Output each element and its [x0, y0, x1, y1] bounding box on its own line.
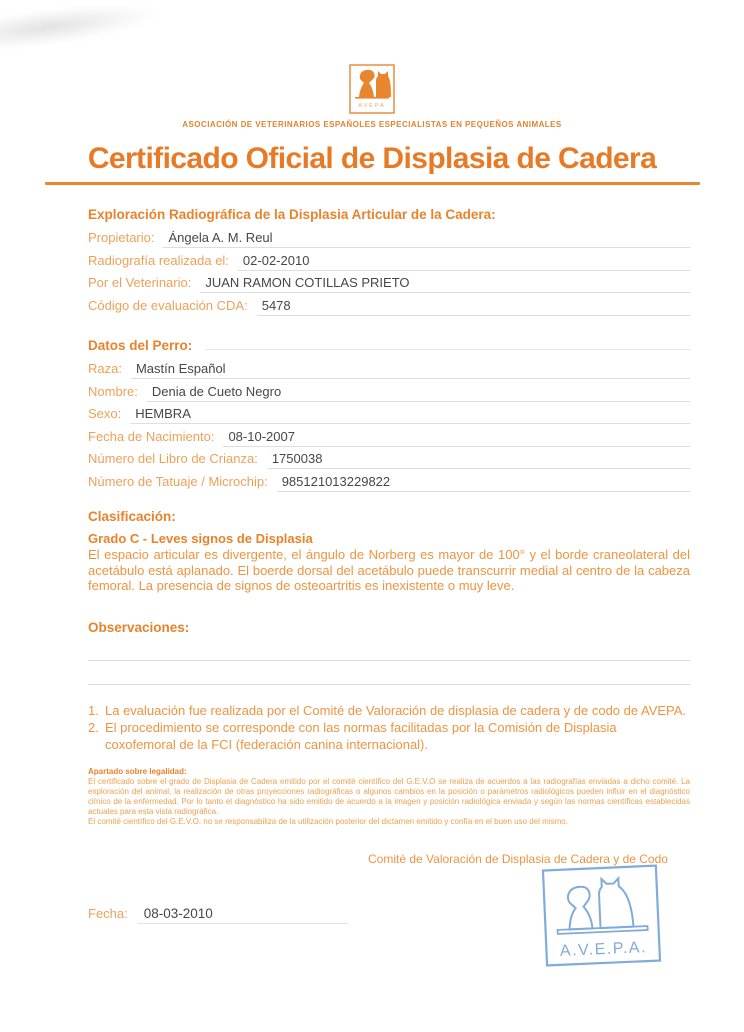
title-underline [45, 182, 700, 185]
field-veterinario [88, 275, 690, 298]
field-label: Número de Tatuaje / Microchip: [88, 473, 268, 489]
field-codigo-cda [88, 298, 690, 321]
section-heading-datos-perro: Datos del Perro: [88, 338, 690, 354]
field-value: 1750038 [267, 451, 690, 469]
field-label: Radiografía realizada el: [88, 252, 229, 268]
avepa-logo [349, 64, 395, 114]
stamp-text: A.V.E.P.A. [559, 939, 648, 960]
dog-silhouette-icon [359, 70, 375, 97]
notes-list [88, 702, 690, 753]
field-label: Fecha de Nacimiento: [88, 428, 215, 444]
field-label: Raza: [88, 361, 122, 376]
note-number: 1. [88, 702, 99, 718]
legal-paragraph: El certificado sobre el grado de Displasia de Cadera emitido por el comité científico del G.E.V.O se realiza de acuerdos a las radiografías enviadas a dicho comité. La exploración del animal, la realización de otras proyecciones radiográficas o algunos cambios en la posición o parámetros radiológicos pueden influir en el diagnóstico clínico de la enfermedad. Por lo tanto el diagnóstico ha sido emitido de acuerdo a la imagen y posición radiológica enviada y según las normas científicas establecidas actuales para esta vista radiográfica. [88, 776, 690, 816]
field-label: Sexo: [88, 406, 122, 421]
field-value: 5478 [257, 298, 690, 316]
legal-heading: Apartado sobre legalidad: [88, 766, 187, 776]
field-label: Por el Veterinario: [88, 275, 192, 290]
note-item [88, 702, 690, 719]
field-label: Fecha: [88, 906, 128, 921]
legal-section [88, 767, 690, 827]
association-line: ASOCIACIÓN DE VETERINARIOS ESPAÑOLES ESPECIALISTAS EN PEQUEÑOS ANIMALES [182, 120, 562, 129]
note-number: 2. [88, 719, 99, 735]
exploracion-fields [88, 230, 690, 320]
field-microchip [88, 474, 690, 497]
scan-crease-line [206, 349, 690, 350]
section-heading-observaciones: Observaciones: [88, 619, 190, 635]
classification-description: El espacio articular es divergente, el ángulo de Norberg es mayor de 100° y el borde craneolateral del acetábulo está aplanado. El boerde dorsal del acetábulo puede transcurrir medial al centro de la cabeza femoral. La presencia de signos de osteoartritis es inexistente o muy leve. [88, 547, 690, 594]
legal-paragraph: El comité científico del G.E.V.O. no se responsabiliza de la utilización posterior del dictamen emitido y confía en el buen uso del mismo. [88, 816, 568, 826]
stamp-dog-outline-icon [568, 886, 593, 929]
field-propietario [88, 230, 690, 253]
field-fecha-nacimiento [88, 429, 690, 452]
field-value: 08-03-2010 [138, 906, 348, 924]
field-fecha-firma [88, 906, 348, 924]
field-label: Código de evaluación CDA: [88, 297, 248, 313]
field-value: 02-02-2010 [238, 253, 690, 271]
page-title: Certificado Oficial de Displasia de Cadera [87, 142, 657, 175]
observations-blank-line [88, 637, 690, 661]
field-label: Número del Libro de Crianza: [88, 451, 258, 466]
field-libro-crianza [88, 451, 690, 474]
field-value: 08-10-2007 [223, 429, 690, 447]
logo-text: AVEPA [358, 103, 386, 109]
note-item [88, 719, 690, 753]
field-sexo [88, 406, 690, 429]
grade-line: Grado C - Leves signos de Displasia [88, 531, 313, 546]
note-text: La evaluación fue realizada por el Comité de Valoración de displasia de cadera y de codo de AVEPA. [105, 702, 687, 718]
cat-silhouette-icon [376, 71, 391, 97]
note-text: El procedimiento se corresponde con las normas facilitadas por la Comisión de Displasia coxofemoral de la FCI (federación canina internacional). [105, 719, 617, 752]
field-raza [88, 361, 690, 384]
section-heading-exploracion: Exploración Radiográfica de la Displasia Articular de la Cadera: [88, 207, 496, 222]
field-label: Nombre: [88, 383, 138, 399]
stamp-pedestal-bar [558, 926, 648, 934]
field-value: Denia de Cueto Negro [147, 384, 690, 402]
perro-fields [88, 361, 690, 496]
field-label: Propietario: [88, 230, 155, 245]
field-value: JUAN RAMON COTILLAS PRIETO [200, 275, 690, 293]
field-value: HEMBRA [130, 406, 690, 424]
field-value: Mastín Español [131, 361, 690, 379]
field-value: 985121013229822 [277, 474, 690, 492]
observations-blank-line [88, 661, 690, 685]
stamp-cat-outline-icon [598, 878, 633, 928]
field-nombre [88, 384, 690, 407]
field-value: Ángela A. M. Reul [163, 230, 690, 248]
section-heading-clasificacion: Clasificación: [88, 509, 176, 524]
field-radiografia-fecha [88, 253, 690, 276]
certificate-body [0, 207, 744, 827]
committee-line: Comité de Valoración de Displasia de Cadera y de Codo [368, 852, 668, 866]
avepa-stamp [541, 863, 663, 968]
